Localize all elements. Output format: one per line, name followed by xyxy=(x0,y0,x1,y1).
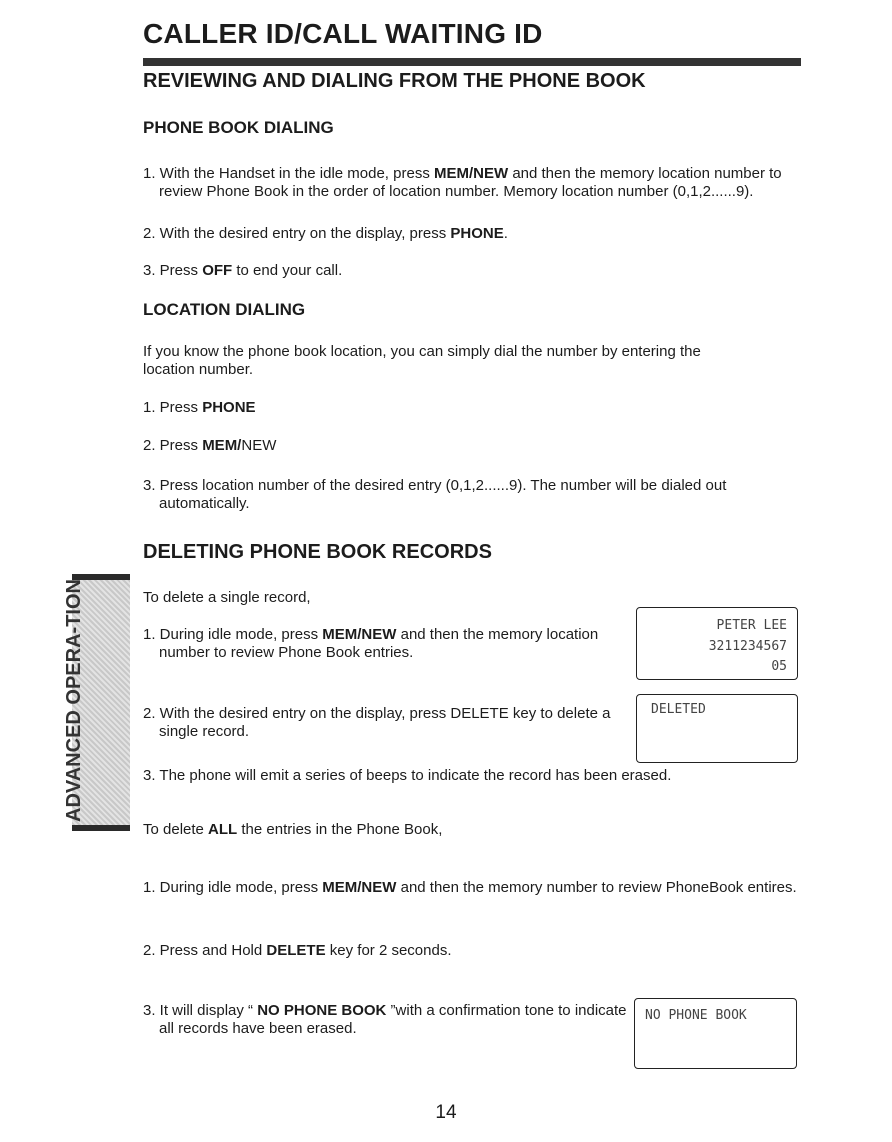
del-single-step-1: 1. During idle mode, press MEM/NEW and then the memory location number to review Phone Book entries. xyxy=(143,626,599,661)
ld-step-3: 3. Press location number of the desired entry (0,1,2......9). The number will be dialed out automatically. xyxy=(143,477,727,512)
location-dialing-heading: LOCATION DIALING xyxy=(143,300,306,319)
pbd-step-2: 2. With the desired entry on the display, press PHONE. xyxy=(143,225,508,242)
delete-all-intro: To delete ALL the entries in the Phone Book, xyxy=(143,821,443,838)
lcd-entry-number: 3211234567 xyxy=(708,639,787,654)
lcd-empty-text: NO PHONE BOOK xyxy=(645,1008,747,1023)
pbd-step-3: 3. Press OFF to end your call. xyxy=(143,262,343,279)
lcd-deleted-text: DELETED xyxy=(651,702,706,717)
title-divider xyxy=(143,58,801,66)
side-tab-bottom-bar xyxy=(72,825,130,831)
single-delete-intro: To delete a single record, xyxy=(143,589,311,606)
del-all-step-1: 1. During idle mode, press MEM/NEW and then the memory number to review PhoneBook entires. xyxy=(143,879,797,896)
del-single-step-2: 2. With the desired entry on the display, press DELETE key to delete a single record. xyxy=(143,705,611,740)
side-tab-label: ADVANCED OPERA-TION xyxy=(63,579,85,822)
location-dialing-intro: If you know the phone book location, you can simply dial the number by entering the location number. xyxy=(143,343,701,378)
ld-step-2: 2. Press MEM/NEW xyxy=(143,437,277,454)
section-heading: REVIEWING AND DIALING FROM THE PHONE BOOK xyxy=(143,70,646,92)
phone-book-dialing-heading: PHONE BOOK DIALING xyxy=(143,118,334,137)
page-title: CALLER ID/CALL WAITING ID xyxy=(143,18,543,49)
del-all-step-3: 3. It will display “ NO PHONE BOOK ”with a confirmation tone to indicate all records have been erased. xyxy=(143,1002,627,1037)
lcd-deleted-display xyxy=(636,694,798,763)
pbd-step-1: 1. With the Handset in the idle mode, press MEM/NEW and then the memory location number to review Phone Book in the order of location number. Memory location number (0,1,2......9). xyxy=(143,165,782,200)
lcd-entry-display xyxy=(636,607,798,680)
deleting-heading: DELETING PHONE BOOK RECORDS xyxy=(143,541,492,563)
del-all-step-2: 2. Press and Hold DELETE key for 2 seconds. xyxy=(143,942,452,959)
ld-step-1: 1. Press PHONE xyxy=(143,399,256,416)
lcd-entry-name: PETER LEE xyxy=(716,618,787,633)
lcd-entry-index: 05 xyxy=(771,659,787,674)
del-single-step-3: 3. The phone will emit a series of beeps to indicate the record has been erased. xyxy=(143,767,672,784)
lcd-empty-display xyxy=(634,998,797,1069)
page-number: 14 xyxy=(435,1102,457,1123)
